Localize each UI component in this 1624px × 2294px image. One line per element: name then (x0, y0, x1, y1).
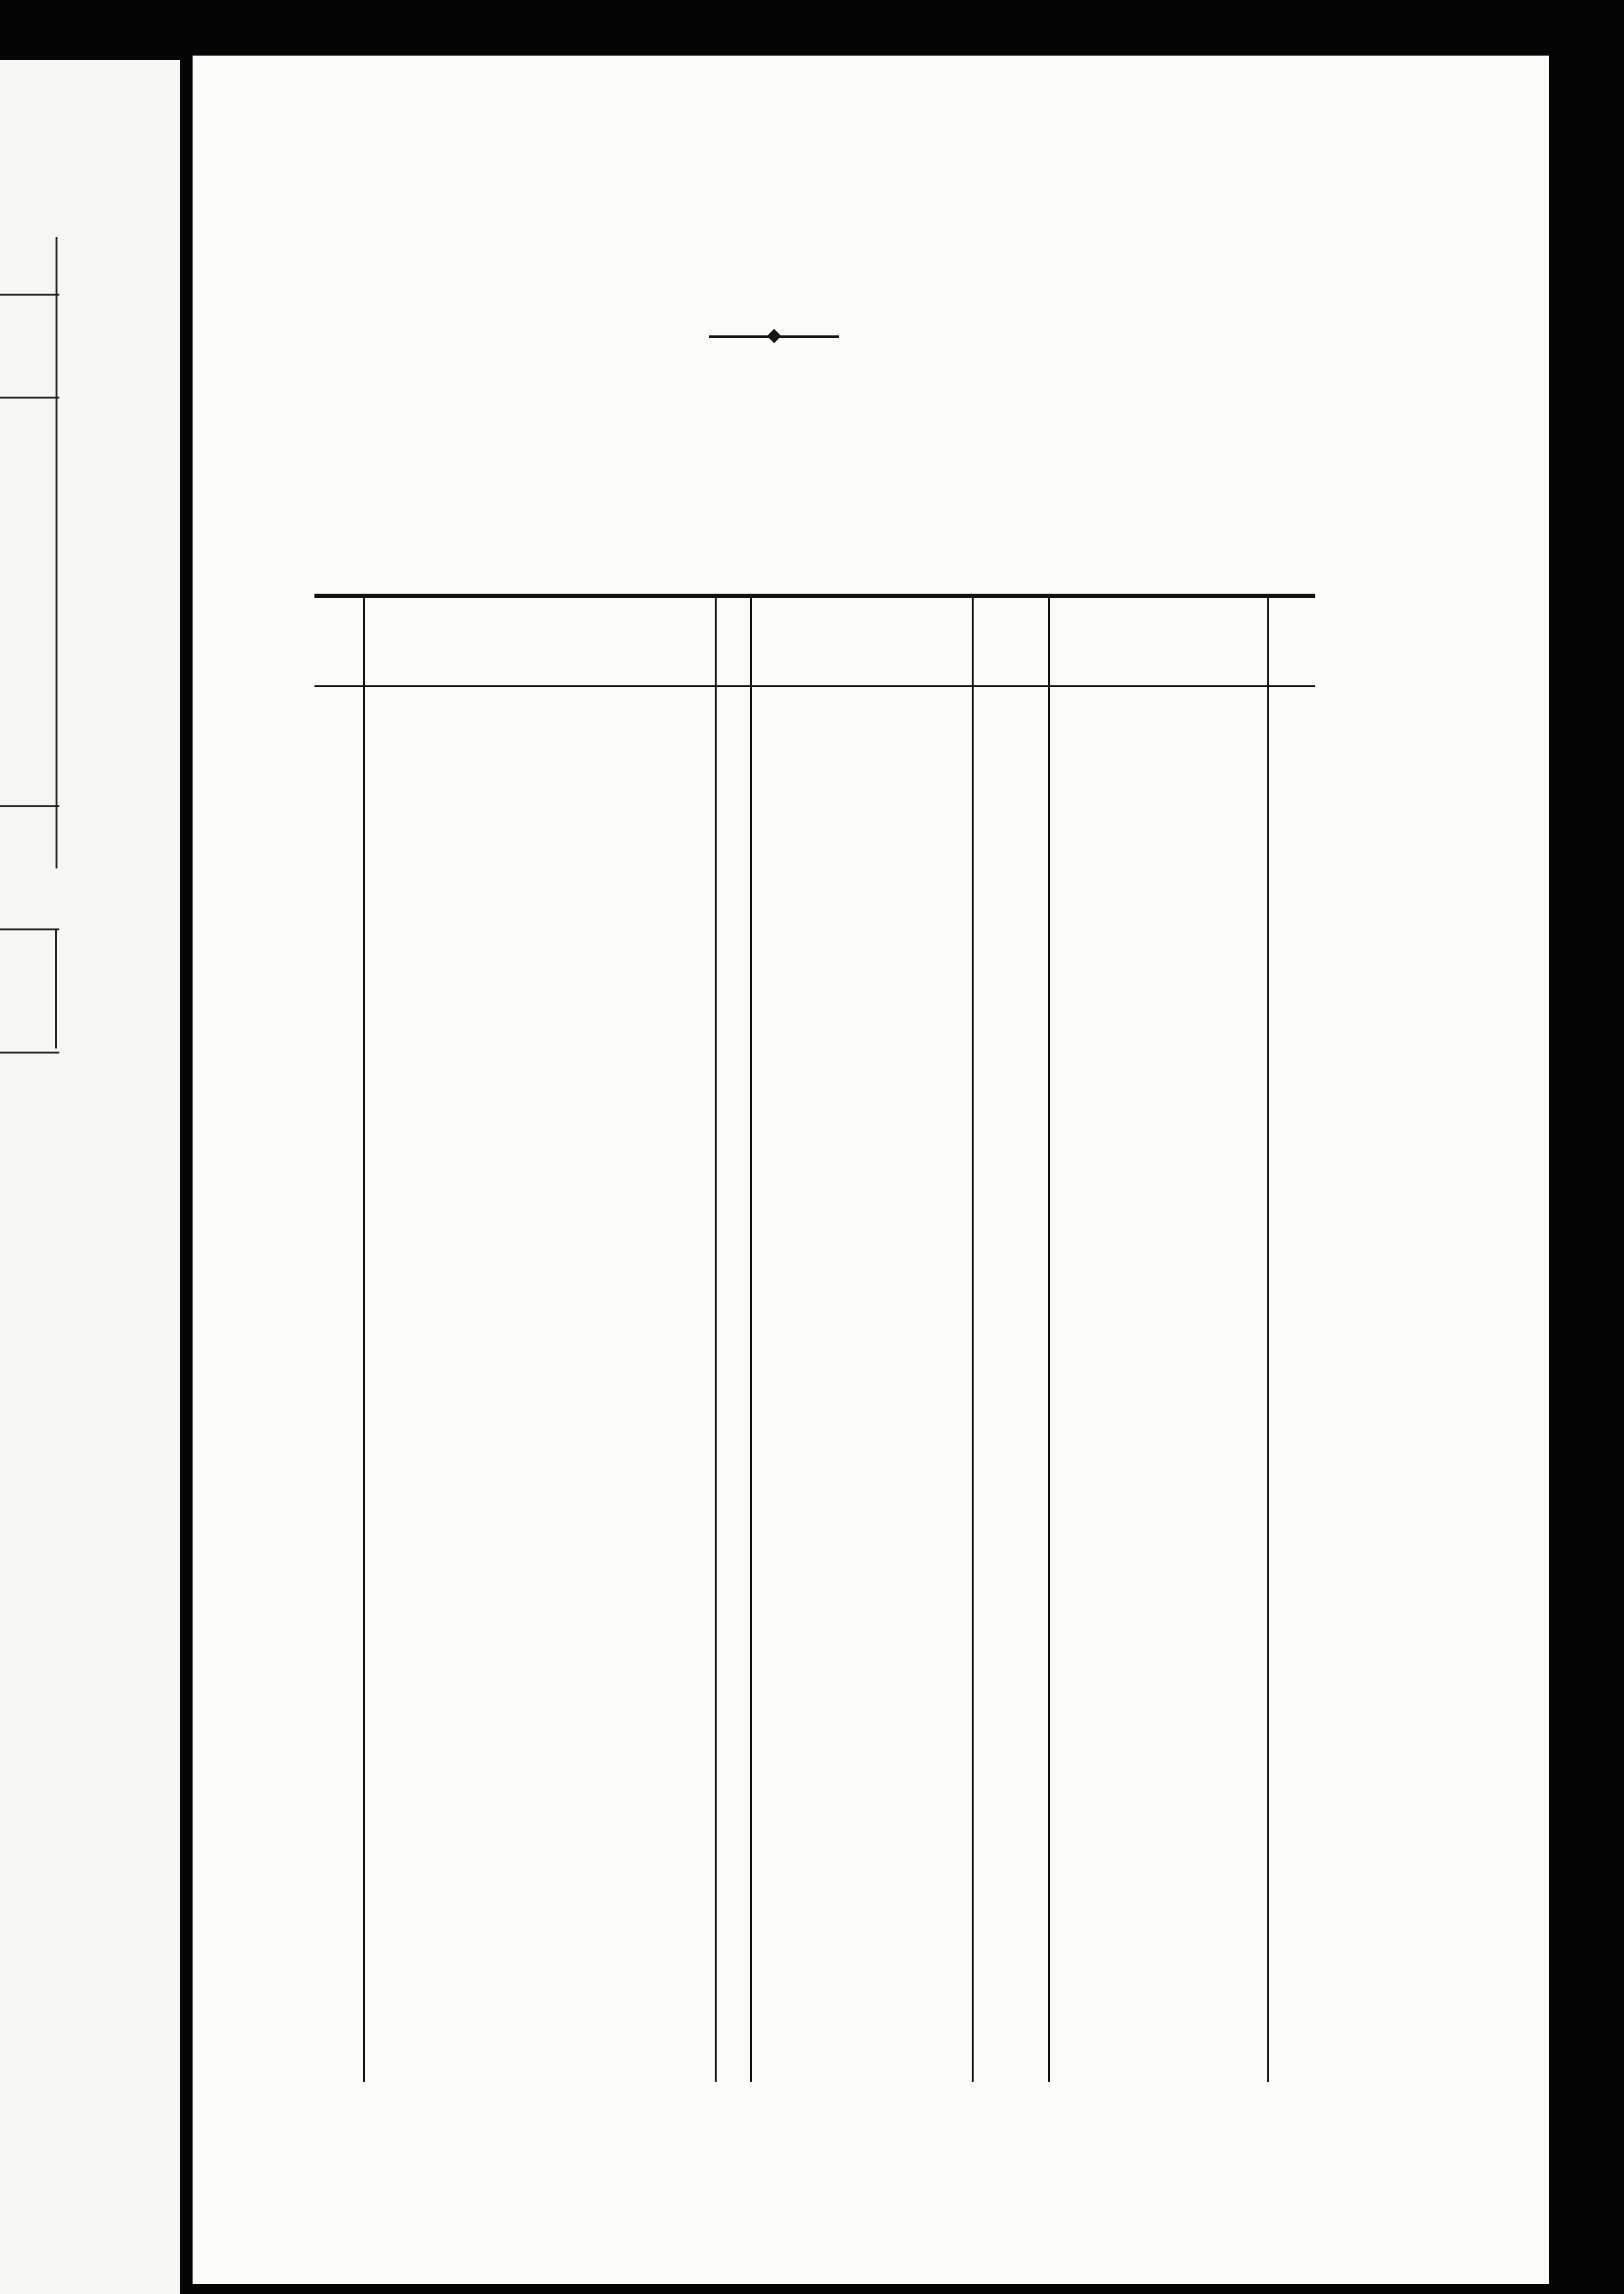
column-rule (972, 598, 974, 2082)
left-page-fragment (0, 60, 180, 2294)
left-page-bottom-rule (0, 1052, 59, 1054)
left-page-side-rule (55, 928, 57, 1048)
left-page-rule (0, 805, 59, 807)
voters-table (314, 594, 1315, 2078)
header-con (974, 598, 1048, 685)
column-rule (1048, 598, 1050, 2082)
header-lot (752, 598, 972, 685)
column-rule (1267, 598, 1269, 2082)
header-jurors (717, 598, 750, 685)
header-status (1050, 598, 1267, 685)
column-rule (715, 598, 717, 2082)
column-rule (750, 598, 752, 2082)
left-page-small-rule (0, 928, 59, 930)
header-po-address (1269, 598, 1315, 685)
left-page-column-rule (56, 237, 57, 868)
table-header-rule (314, 685, 1315, 687)
title-ornament (709, 335, 839, 338)
left-page-header-box (0, 294, 59, 399)
header-name (365, 598, 715, 685)
column-rule (363, 598, 365, 2082)
header-no-on-roll (314, 598, 363, 685)
